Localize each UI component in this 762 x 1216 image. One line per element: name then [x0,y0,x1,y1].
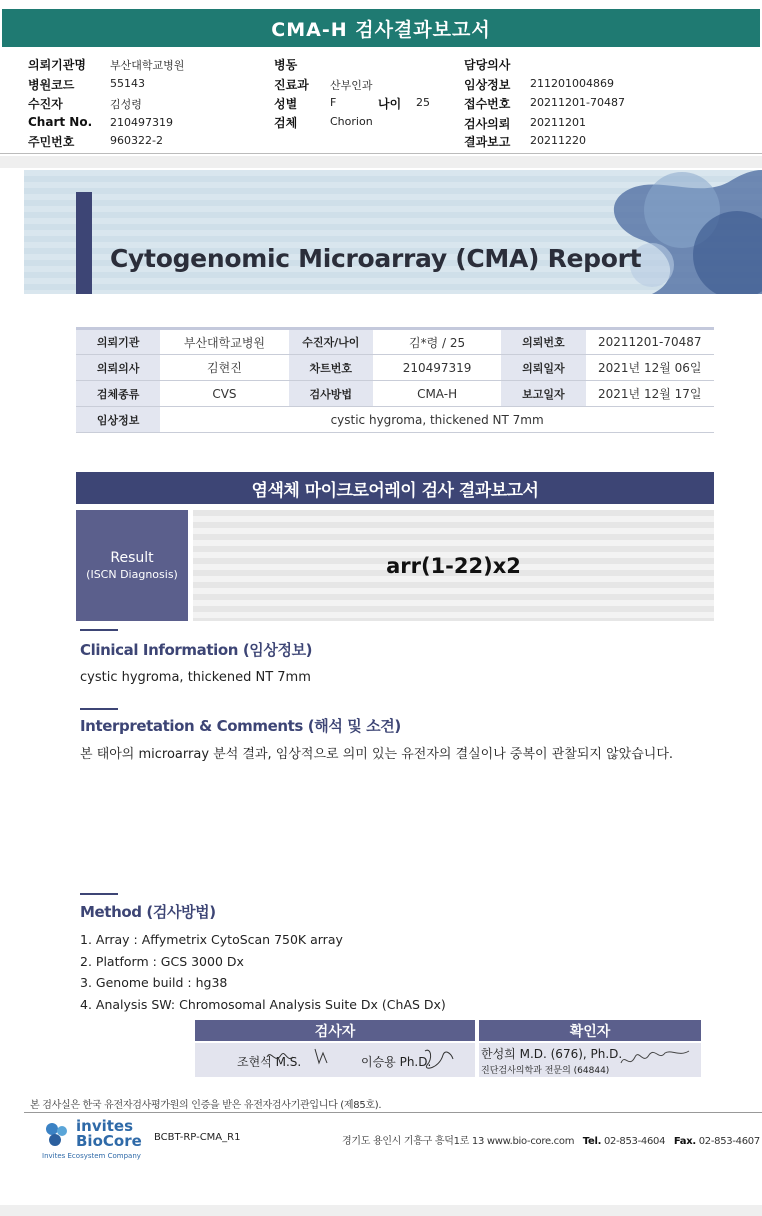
footer-divider [24,1112,762,1113]
table-label: 의뢰기관 [76,329,160,355]
table-value: 2021년 12월 17일 [586,381,714,407]
confirmer-signature [479,1043,701,1077]
logo-text: invites [76,1117,134,1135]
tel-number: 02-853-4604 [603,1136,666,1147]
method-item: 2. Platform : GCS 3000 Dx [80,953,244,969]
examiner-name: 조현석 M.S. [237,1055,302,1069]
header-value: 산부인과 [330,79,373,92]
clinical-heading: Clinical Information (임상정보) [80,641,313,659]
table-value: 김현진 [160,355,288,381]
header-label: Chart No. [28,115,93,129]
banner-title: Cytogenomic Microarray (CMA) Report [110,244,642,273]
table-label: 의뢰번호 [501,329,585,355]
method-heading: Method (검사방법) [80,903,216,921]
document-code: BCBT-RP-CMA_R1 [154,1132,241,1143]
header-label: 진료과 [274,78,309,92]
header-value: 김성령 [110,98,142,111]
signature-icon [195,1043,475,1077]
section-rule [80,629,118,631]
interpretation-heading: Interpretation & Comments (해석 및 소견) [80,717,401,735]
table-label: 보고일자 [501,381,585,407]
table-label: 차트번호 [289,355,373,381]
table-row [76,381,714,407]
header-label: 결과보고 [464,135,511,149]
interpretation-text: 본 태아의 microarray 분석 결과, 임상적으로 의미 있는 유전자의 결실이나 중복이 관찰되지 않았습니다. [80,747,674,762]
header-divider [0,153,762,154]
confirmer-name: 한성희 M.D. (676), Ph.D. [481,1047,623,1061]
method-item: 3. Genome build : hg38 [80,975,228,990]
decorative-shape-icon [532,170,762,294]
page-bottom-strip [0,1205,762,1216]
certification-note: 본 검사실은 한국 유전자검사평가원의 인증을 받은 유전자검사기관입니다 (제85호). [30,1100,382,1111]
table-value: 2021년 12월 06일 [586,355,714,381]
footer-contact [342,1132,760,1147]
header-value: 20211201 [530,116,586,129]
company-logo [42,1117,152,1161]
fax-label: Fax. [673,1136,696,1147]
report-banner [24,170,762,294]
table-label: 검사방법 [289,381,373,407]
header-label: 수진자 [28,97,63,111]
logo-text: BioCore [76,1132,142,1150]
header-value: 960322-2 [110,134,163,147]
table-value: cystic hygroma, thickened NT 7mm [160,407,714,433]
patient-header [0,0,762,153]
result-label: Result [110,550,154,566]
table-value: 20211201-70487 [586,329,714,355]
header-label: 검사의뢰 [464,117,511,131]
section-rule [80,708,118,710]
clinical-text: cystic hygroma, thickened NT 7mm [80,670,311,685]
report-title: CMA-H 검사결과보고서 [2,9,760,47]
examiner-name: 이승용 Ph.D. [361,1055,432,1069]
table-value: 210497319 [373,355,501,381]
examiner-signatures [195,1043,475,1077]
table-row [76,355,714,381]
table-label: 임상정보 [76,407,160,433]
result-label-box [76,510,188,621]
table-value: CVS [160,381,288,407]
logo-icon [42,1119,72,1149]
method-item: 1. Array : Affymetrix CytoScan 750K array [80,932,343,947]
header-value: 부산대학교병원 [110,59,185,72]
fax-number: 02-853-4607 [698,1136,760,1147]
table-label: 수진자/나이 [289,329,373,355]
header-label: 의뢰기관명 [28,58,86,72]
table-row [76,329,714,355]
table-label: 의뢰일자 [501,355,585,381]
header-value: 210497319 [110,116,173,129]
method-item: 4. Analysis SW: Chromosomal Analysis Suite Dx (ChAS Dx) [80,996,446,1012]
header-value: 55143 [110,77,145,90]
header-label: 병동 [274,58,298,72]
header-value: 20211220 [530,134,586,147]
examiner-header: 검사자 [195,1020,475,1041]
table-value: 김*령 / 25 [373,329,501,355]
confirmer-header: 확인자 [479,1020,701,1041]
header-label: 병원코드 [28,78,75,92]
footer-address: 경기도 용인시 기흥구 흥덕1로 13 www.bio-core.com [342,1136,575,1147]
request-info-table [76,327,714,433]
table-value: CMA-H [373,381,501,407]
result-value: arr(1-22)x2 [193,510,714,621]
header-label: 성별 [274,97,298,111]
section-rule [80,893,118,895]
logo-tagline: Invites Ecosystem Company [42,1152,141,1160]
tel-label: Tel. [582,1136,602,1147]
table-label: 의뢰의사 [76,355,160,381]
header-value: 25 [416,96,430,109]
table-label: 검체종류 [76,381,160,407]
confirmer-title: 진단검사의학과 전문의 (64844) [481,1066,610,1076]
page-gap [0,156,762,168]
section-banner: 염색체 마이크로어레이 검사 결과보고서 [76,472,714,504]
header-label: 접수번호 [464,97,511,111]
table-value: 부산대학교병원 [160,329,288,355]
header-value: 20211201-70487 [530,96,625,109]
header-label: 임상정보 [464,78,511,92]
header-label: 검체 [274,116,298,130]
signature-icon [479,1043,701,1077]
header-value: Chorion [330,115,373,128]
result-sublabel: (ISCN Diagnosis) [86,568,178,581]
header-label: 담당의사 [464,58,511,72]
method-list [80,929,446,1015]
header-value: F [330,96,337,109]
table-row [76,407,714,433]
header-value: 211201004869 [530,77,614,90]
header-label: 나이 [378,97,402,111]
banner-accent-bar [76,192,92,294]
header-label: 주민번호 [28,135,75,149]
